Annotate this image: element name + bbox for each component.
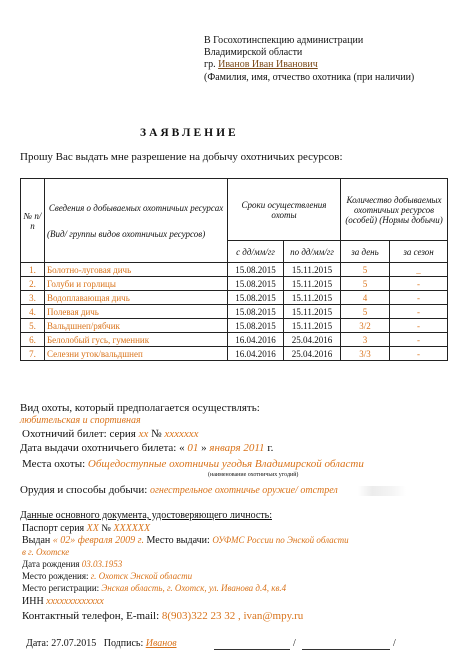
row-day: 4 <box>341 291 390 305</box>
row-to: 15.11.2015 <box>284 263 341 277</box>
row-to: 25.04.2016 <box>284 333 341 347</box>
row-from: 15.08.2015 <box>228 319 284 333</box>
issued-place-cont: в г. Охотске <box>22 547 70 557</box>
col-header-info-bottom: (Вид/ группы видов охотничьих ресурсов) <box>47 228 206 239</box>
name-slash-1: / <box>293 638 296 649</box>
recipient-line-2: Владимирской области <box>204 47 303 58</box>
footer-line <box>26 638 177 649</box>
birth-label: Дата рождения <box>22 559 80 569</box>
hunt-type-value: любительская и спортивная <box>20 415 141 426</box>
table-row <box>21 291 448 305</box>
issue-close: » <box>201 442 207 454</box>
row-from: 15.08.2015 <box>228 277 284 291</box>
table-row <box>21 333 448 347</box>
col-header-info-top: Сведения о добываемых охотничьих ресурсах <box>48 202 224 213</box>
issue-suffix: г. <box>267 442 274 454</box>
row-num: 6. <box>21 333 45 347</box>
issue-year: 2011 <box>243 442 265 454</box>
issued-date: « 02» февраля 2009 г. <box>52 535 144 546</box>
col-header-terms: Сроки осуществления охоты <box>228 179 341 241</box>
inn-line <box>22 596 104 607</box>
row-season: - <box>390 319 448 333</box>
weapons-label: Орудия и способы добычи: <box>20 484 148 496</box>
row-num: 2. <box>21 277 45 291</box>
sign-label: Подпись: <box>103 638 144 649</box>
name-slash-2: / <box>393 638 396 649</box>
passport-series: ХХ <box>86 523 99 534</box>
places-label: Места охоты: <box>22 458 86 470</box>
row-to: 25.04.2016 <box>284 347 341 361</box>
inn-label: ИНН <box>22 596 44 607</box>
passport-num-label: № <box>101 523 111 534</box>
row-name: Болотно-луговая дичь <box>45 263 228 277</box>
resources-table <box>20 178 448 361</box>
inn-value: ххххххххххххх <box>46 596 104 607</box>
issue-label: Дата выдачи охотничьего билета: « <box>20 442 185 454</box>
applicant-prefix: гр. <box>204 59 216 70</box>
passport-line <box>22 523 150 534</box>
registration-label: Место регистрации: <box>22 583 100 593</box>
issue-day: 01 <box>187 442 199 454</box>
date-value: 27.07.2015 <box>51 638 97 649</box>
birthplace-label: Место рождения: <box>22 571 89 581</box>
row-num: 4. <box>21 305 45 319</box>
row-from: 16.04.2016 <box>228 347 284 361</box>
row-num: 7. <box>21 347 45 361</box>
birthplace: г. Охотск Энской области <box>90 571 193 581</box>
sign-value: Иванов <box>145 638 177 649</box>
ticket-series: хх <box>138 428 149 440</box>
table-row <box>21 305 448 319</box>
ticket-num: ххххххх <box>164 428 199 440</box>
col-header-qty: Количество добываемых охотничьих ресурсов (особей) (Нормы добычи) <box>341 179 448 241</box>
blur-smudge <box>358 486 406 496</box>
row-num: 3. <box>21 291 45 305</box>
request-text: Прошу Вас выдать мне разрешение на добычу охотничьих ресурсов: <box>20 151 343 163</box>
row-to: 15.11.2015 <box>284 291 341 305</box>
row-day: 5 <box>341 263 390 277</box>
name-underline <box>302 649 390 650</box>
row-to: 15.11.2015 <box>284 305 341 319</box>
issued-place: ОУФМС России по Энской области <box>212 535 349 545</box>
birthplace-line <box>22 571 192 581</box>
col-header-info <box>45 179 228 263</box>
issued-line <box>22 535 349 546</box>
birth-line <box>22 559 122 569</box>
registration: Энская область, г. Охотск, ул. Иванова д.4, кв.4 <box>101 583 287 593</box>
row-day: 5 <box>341 277 390 291</box>
ticket-label: Охотничий билет: <box>22 428 107 440</box>
hunting-ticket-line <box>22 428 199 440</box>
col-header-from: с дд/мм/гг <box>228 241 284 263</box>
applicant-name: Иванов Иван Иванович <box>218 59 318 70</box>
row-season: - <box>390 305 448 319</box>
row-to: 15.11.2015 <box>284 277 341 291</box>
table-row <box>21 347 448 361</box>
row-day: 3 <box>341 333 390 347</box>
date-label: Дата: <box>26 638 49 649</box>
applicant-name-line <box>204 59 318 71</box>
table-row <box>21 277 448 291</box>
row-num: 5. <box>21 319 45 333</box>
places-note: (наименование охотничьих угодий) <box>208 472 299 478</box>
page-title: ЗАЯВЛЕНИЕ <box>140 127 239 139</box>
table-row <box>21 263 448 277</box>
row-season: _ <box>390 263 448 277</box>
row-day: 3/2 <box>341 319 390 333</box>
registration-line <box>22 583 286 593</box>
table-row <box>21 319 448 333</box>
hunting-places-line <box>22 458 364 470</box>
row-from: 15.08.2015 <box>228 291 284 305</box>
weapons-line <box>20 484 338 496</box>
col-header-num: № п/п <box>21 179 45 263</box>
row-name: Селезни уток/вальдшнеп <box>45 347 228 361</box>
row-season: - <box>390 333 448 347</box>
issue-month: января <box>209 442 241 454</box>
ticket-num-label: № <box>151 428 162 440</box>
places-value: Общедоступные охотничьи угодья Владимирской области <box>87 458 364 470</box>
issued-place-label: Место выдачи: <box>146 535 210 546</box>
applicant-name-caption: (Фамилия, имя, отчество охотника (при наличии) <box>204 72 415 83</box>
row-day: 3/3 <box>341 347 390 361</box>
row-name: Водоплавающая дичь <box>45 291 228 305</box>
birth-date: 03.03.1953 <box>81 559 123 569</box>
row-from: 15.08.2015 <box>228 263 284 277</box>
row-to: 15.11.2015 <box>284 319 341 333</box>
row-name: Голуби и горлицы <box>45 277 228 291</box>
ticket-series-label: серия <box>109 428 136 440</box>
row-season: - <box>390 347 448 361</box>
passport-label: Паспорт серия <box>22 523 85 534</box>
row-name: Полевая дичь <box>45 305 228 319</box>
identity-heading: Данные основного документа, удостоверяющего личность: <box>20 510 272 521</box>
recipient-line-1: В Госохотинспекцию администрации <box>204 35 364 46</box>
issued-label: Выдан <box>22 535 51 546</box>
contact-value: 8(903)322 23 32 , ivan@mpy.ru <box>161 610 304 622</box>
row-name: Белолобый гусь, гуменник <box>45 333 228 347</box>
passport-num: ХХХХХХ <box>113 523 151 534</box>
hunt-type-label: Вид охоты, который предполагается осуществлять: <box>20 402 260 414</box>
contact-line <box>22 610 303 622</box>
col-header-to: по дд/мм/гг <box>284 241 341 263</box>
weapons-value: огнестрельное охотничье оружие/ отстрел <box>150 485 338 496</box>
row-name: Вальдшнеп/рябчик <box>45 319 228 333</box>
col-header-season: за сезон <box>390 241 448 263</box>
row-day: 5 <box>341 305 390 319</box>
col-header-day: за день <box>341 241 390 263</box>
row-season: - <box>390 291 448 305</box>
row-from: 15.08.2015 <box>228 305 284 319</box>
signature-underline <box>214 649 290 650</box>
contact-label: Контактный телефон, E-mail: <box>22 610 160 622</box>
ticket-issue-date-line <box>20 442 273 454</box>
row-season: - <box>390 277 448 291</box>
row-from: 16.04.2016 <box>228 333 284 347</box>
row-num: 1. <box>21 263 45 277</box>
